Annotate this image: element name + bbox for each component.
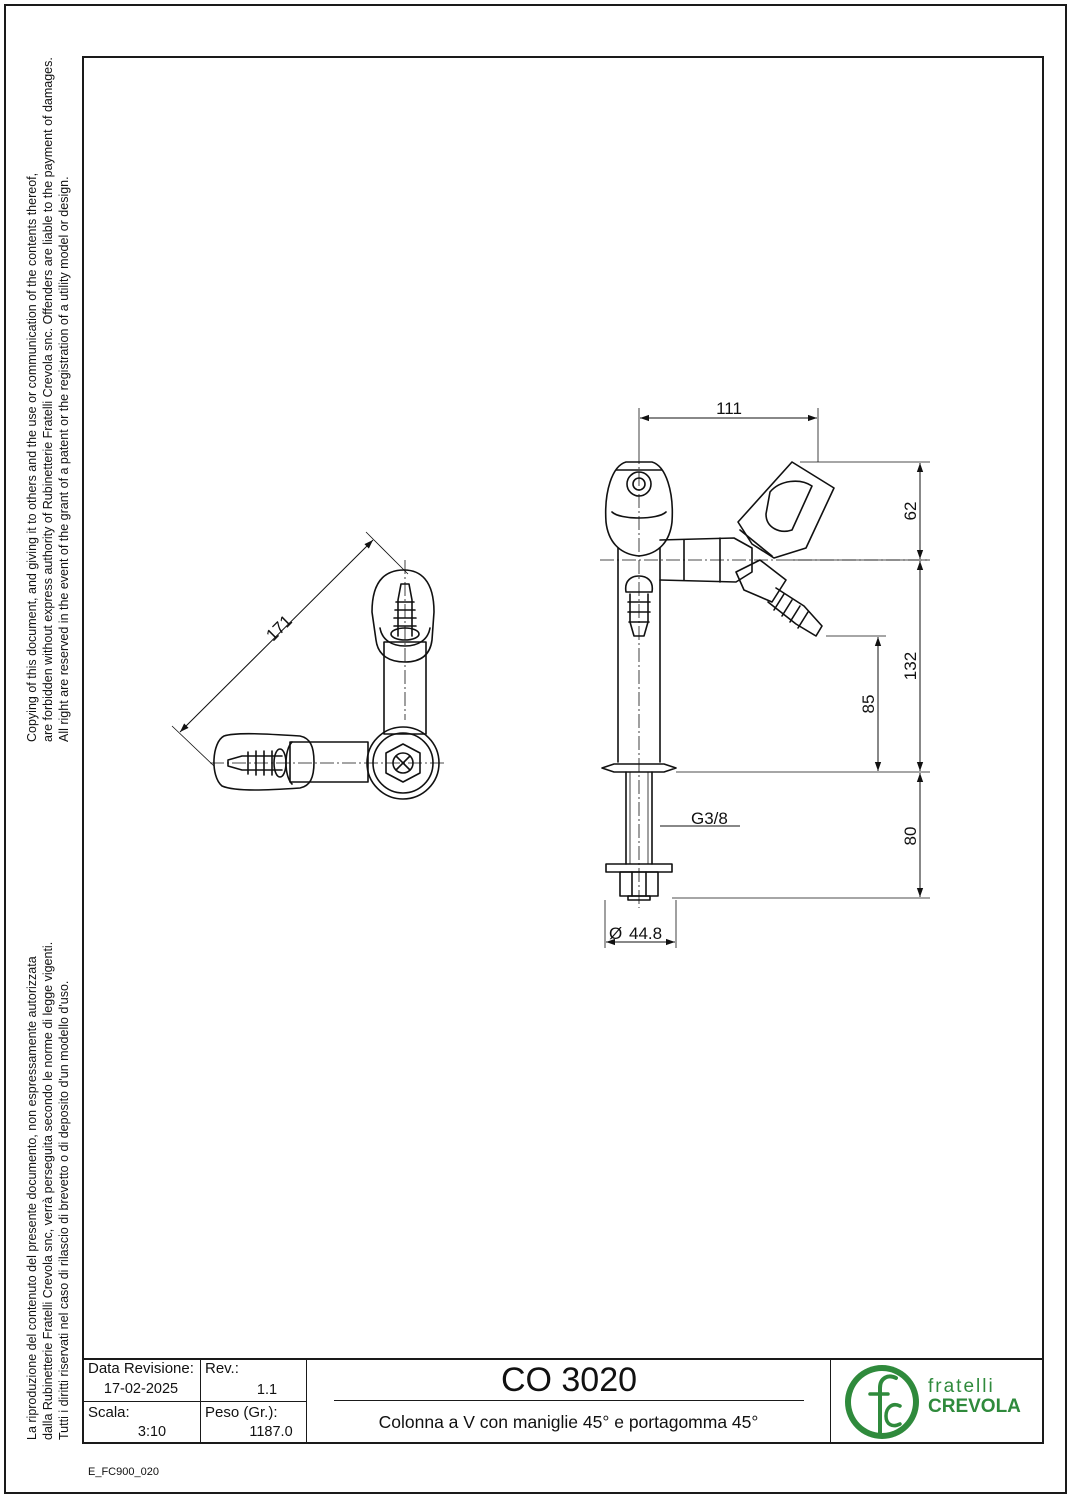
weight-value: 1187.0 <box>249 1424 293 1440</box>
extension-lines <box>172 408 930 948</box>
notice-en-line-3: All right are reserved in the event of the grant of a patent or the registration of a utility model or design. <box>57 176 71 742</box>
scale-label: Scala: <box>88 1404 130 1421</box>
dim-diagonal-171: 171 <box>262 611 296 645</box>
notice-en-line-1: Copying of this document, and giving it to others and the use or communication of the contents thereof, <box>25 172 39 742</box>
revision-label: Rev.: <box>205 1360 239 1377</box>
dim-diameter-symbol: Ø <box>609 924 623 943</box>
product-code: CO 3020 <box>500 1361 638 1399</box>
scale-value: 3:10 <box>137 1424 167 1440</box>
weight-label: Peso (Gr.): <box>205 1404 278 1421</box>
product-description: Colonna a V con maniglie 45° e portagomma 45° <box>378 1412 759 1432</box>
notice-it-line-1: La riproduzione del contenuto del presente documento, non espressamente autorizzata <box>25 956 39 1440</box>
dim-outlet-132: 132 <box>901 651 920 681</box>
notice-it-line-3: Tutti i diritti riservati nel caso di rilascio di brevetto o di deposito d'un modello d'uso. <box>57 980 71 1440</box>
logo-word-crevola: CREVOLA <box>928 1396 1021 1417</box>
dim-diameter-448: 44.8 <box>629 924 663 943</box>
dim-width-111: 111 <box>716 399 742 418</box>
revision-date-label: Data Revisione: <box>88 1360 194 1377</box>
dim-handle-62: 62 <box>901 501 920 521</box>
notice-en-line-2: are forbidden without express authority of Rubinetterie Fratelli Crevola snc. Offenders are liable to the payment of damages. <box>41 57 55 742</box>
revision-value: 1.1 <box>256 1382 278 1398</box>
notice-it-line-2: dalla Rubinetterie Fratelli Crevola snc, verrà perseguita secondo le norme di legge vigenti. <box>41 941 55 1440</box>
fratelli-crevola-logo-icon <box>842 1362 922 1442</box>
center-lines <box>210 450 930 908</box>
logo-word-fratelli: fratelli <box>928 1376 995 1397</box>
dimension-lines <box>180 418 920 942</box>
document-id: E_FC900_020 <box>88 1466 159 1478</box>
dim-thread-g38: G3/8 <box>691 809 728 828</box>
revision-date-value: 17-02-2025 <box>103 1381 179 1397</box>
dim-nozzle-85: 85 <box>859 694 878 714</box>
dim-shank-80: 80 <box>901 826 920 846</box>
title-block <box>82 1358 1044 1444</box>
side-view <box>602 462 834 900</box>
